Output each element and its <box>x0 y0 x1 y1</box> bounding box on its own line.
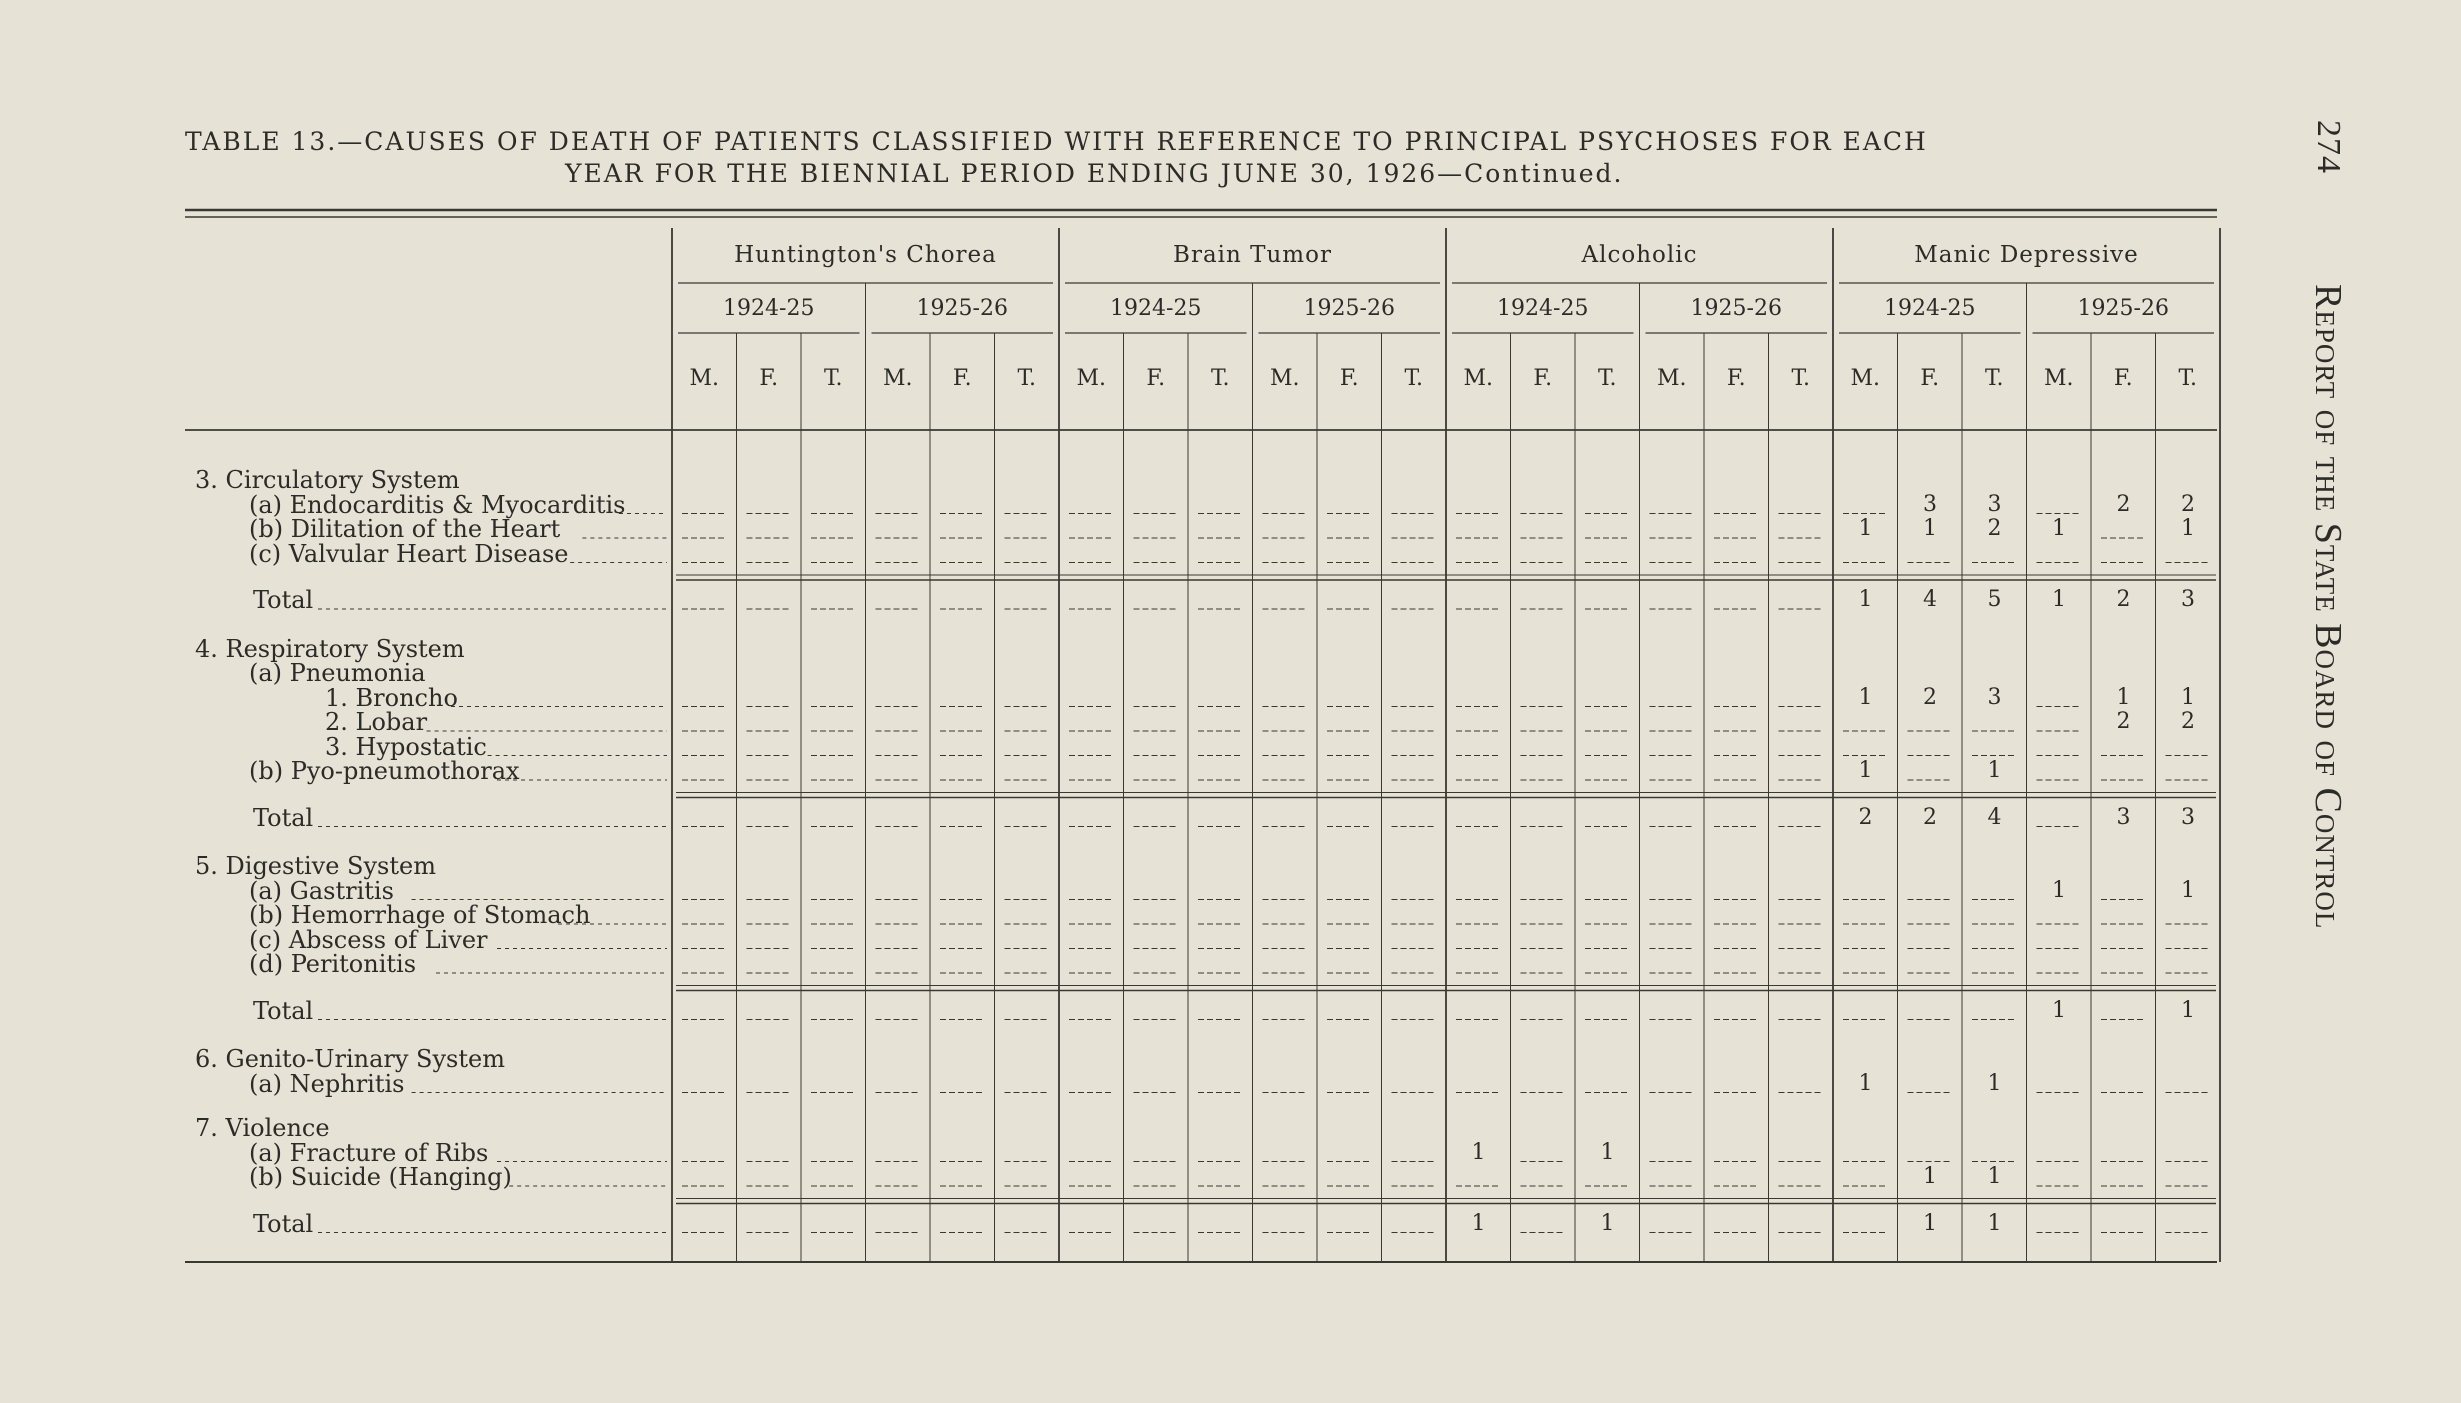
sex-header: T. <box>824 366 843 391</box>
table-cell: 1 <box>2181 684 2195 710</box>
row-label: Total <box>253 586 314 614</box>
table-cell: 2 <box>1858 804 1873 830</box>
table-cell: 3 <box>1923 491 1937 517</box>
table-cell: 1 <box>1923 516 1937 541</box>
table-cell: 1 <box>1858 758 1873 783</box>
row-label: 2. Lobar <box>325 708 428 736</box>
year-header: 1924-25 <box>1497 296 1589 321</box>
row-label: Total <box>253 803 314 832</box>
table-cell: 1 <box>2181 877 2195 903</box>
sex-header: M. <box>2043 366 2074 391</box>
sex-header: M. <box>1463 366 1494 391</box>
table-cell: 1 <box>1987 1070 2002 1096</box>
sex-header: M. <box>1850 366 1881 391</box>
table-cell: 5 <box>1987 587 2002 612</box>
table-cell: 3 <box>2181 804 2195 830</box>
table-cell: 2 <box>2181 491 2195 517</box>
column-group-header: Huntington's Chorea <box>734 242 997 268</box>
sex-header: F. <box>1726 366 1746 391</box>
sex-header: F. <box>952 366 972 391</box>
sex-header: M. <box>689 366 720 391</box>
row-label: (b) Hemorrhage of Stomach <box>249 901 591 929</box>
table-cell: 1 <box>1600 1139 1615 1165</box>
table-cell: 2 <box>2116 587 2131 612</box>
year-header: 1924-25 <box>1884 296 1976 321</box>
table-cell: 1 <box>2052 516 2066 541</box>
row-label: (a) Nephritis <box>249 1069 405 1098</box>
sex-header: M. <box>1656 366 1687 391</box>
table-cell: 4 <box>1923 587 1937 612</box>
row-label: 6. Genito-Urinary System <box>195 1045 505 1073</box>
table-cell: 3 <box>2116 804 2131 830</box>
table-cell: 2 <box>2116 491 2131 517</box>
running-head-text: Report of the State Board of Control <box>2307 284 2349 930</box>
year-header: 1925-26 <box>1690 296 1782 321</box>
table-cell: 3 <box>1987 491 2002 517</box>
year-header: 1924-25 <box>1110 296 1202 321</box>
sex-header: M. <box>1076 366 1107 391</box>
table-cell: 2 <box>1987 516 2002 541</box>
table-title-line1: TABLE 13.—CAUSES OF DEATH OF PATIENTS CLASSIFIED WITH REFERENCE TO PRINCIPAL PSYCHOSES FOR EACH <box>185 127 1928 156</box>
year-header: 1924-25 <box>723 296 815 321</box>
column-group-header: Manic Depressive <box>1914 242 2139 268</box>
row-label: (a) Gastritis <box>249 876 394 905</box>
table-cell: 2 <box>2116 709 2131 734</box>
sex-header: F. <box>1533 366 1553 391</box>
table-cell: 1 <box>1858 587 1873 612</box>
row-label: (d) Peritonitis <box>249 950 417 978</box>
sex-header: T. <box>1598 366 1617 391</box>
sex-header: T. <box>1211 366 1230 391</box>
row-label: Total <box>253 996 314 1025</box>
column-group-header: Alcoholic <box>1581 242 1698 268</box>
table-title-line2: YEAR FOR THE BIENNIAL PERIOD ENDING JUNE 30, 1926—Continued. <box>565 159 1624 188</box>
table-cell: 1 <box>1858 1070 1873 1096</box>
sex-header: F. <box>1146 366 1166 391</box>
table-cell: 1 <box>2052 997 2066 1023</box>
row-label: (a) Fracture of Ribs <box>249 1138 489 1167</box>
table-cell: 1 <box>1858 516 1873 541</box>
row-label: 5. Digestive System <box>195 852 436 880</box>
table-cell: 1 <box>1858 684 1873 710</box>
table-cell: 1 <box>1923 1210 1937 1236</box>
row-label: (a) Pneumonia <box>249 659 426 687</box>
table-cell: 1 <box>1987 1210 2002 1236</box>
year-header: 1925-26 <box>916 296 1008 321</box>
sex-header: T. <box>1404 366 1423 391</box>
row-label: Total <box>253 1209 314 1238</box>
sex-header: M. <box>882 366 913 391</box>
sex-header: F. <box>1339 366 1359 391</box>
row-label: (b) Dilitation of the Heart <box>249 515 561 543</box>
table-cell: 1 <box>2181 516 2195 541</box>
table-cell: 1 <box>1923 1164 1937 1189</box>
table-cell: 3 <box>2181 587 2195 612</box>
row-label: 1. Broncho <box>325 683 458 712</box>
table-cell: 4 <box>1987 804 2002 830</box>
row-label: 3. Circulatory System <box>195 466 460 494</box>
year-header: 1925-26 <box>1303 296 1395 321</box>
row-label: 4. Respiratory System <box>195 634 465 663</box>
sex-header: F. <box>1920 366 1940 391</box>
sex-header: F. <box>2113 366 2133 391</box>
row-label: 3. Hypostatic <box>325 732 487 761</box>
row-label: (c) Abscess of Liver <box>249 925 488 954</box>
table-cell: 1 <box>1471 1210 1486 1236</box>
table-cell: 1 <box>1987 758 2002 783</box>
table-cell: 1 <box>1600 1210 1615 1236</box>
sex-header: T. <box>2178 366 2197 391</box>
sex-header: T. <box>1017 366 1036 391</box>
page-number: 274 <box>2310 120 2347 174</box>
table-cell: 2 <box>1923 804 1937 830</box>
sex-header: F. <box>759 366 779 391</box>
table-cell: 1 <box>2181 997 2195 1023</box>
table-cell: 3 <box>1987 684 2002 710</box>
row-label: 7. Violence <box>195 1114 330 1142</box>
table-cell: 1 <box>2052 587 2066 612</box>
table-cell: 1 <box>1987 1164 2002 1189</box>
sex-header: T. <box>1985 366 2004 391</box>
table-cell: 1 <box>1471 1139 1486 1165</box>
table-cell: 1 <box>2116 684 2131 710</box>
column-group-header: Brain Tumor <box>1173 242 1332 268</box>
year-header: 1925-26 <box>2077 296 2169 321</box>
table-cell: 2 <box>2181 709 2195 734</box>
table-cell: 2 <box>1923 684 1937 710</box>
row-label: (b) Pyo-pneumothorax <box>249 757 520 785</box>
table-cell: 1 <box>2052 877 2066 903</box>
row-label: (b) Suicide (Hanging) <box>249 1163 512 1191</box>
sex-header: T. <box>1791 366 1810 391</box>
row-label: (a) Endocarditis & Myocarditis <box>249 490 626 519</box>
sex-header: M. <box>1269 366 1300 391</box>
row-label: (c) Valvular Heart Disease <box>249 539 569 568</box>
